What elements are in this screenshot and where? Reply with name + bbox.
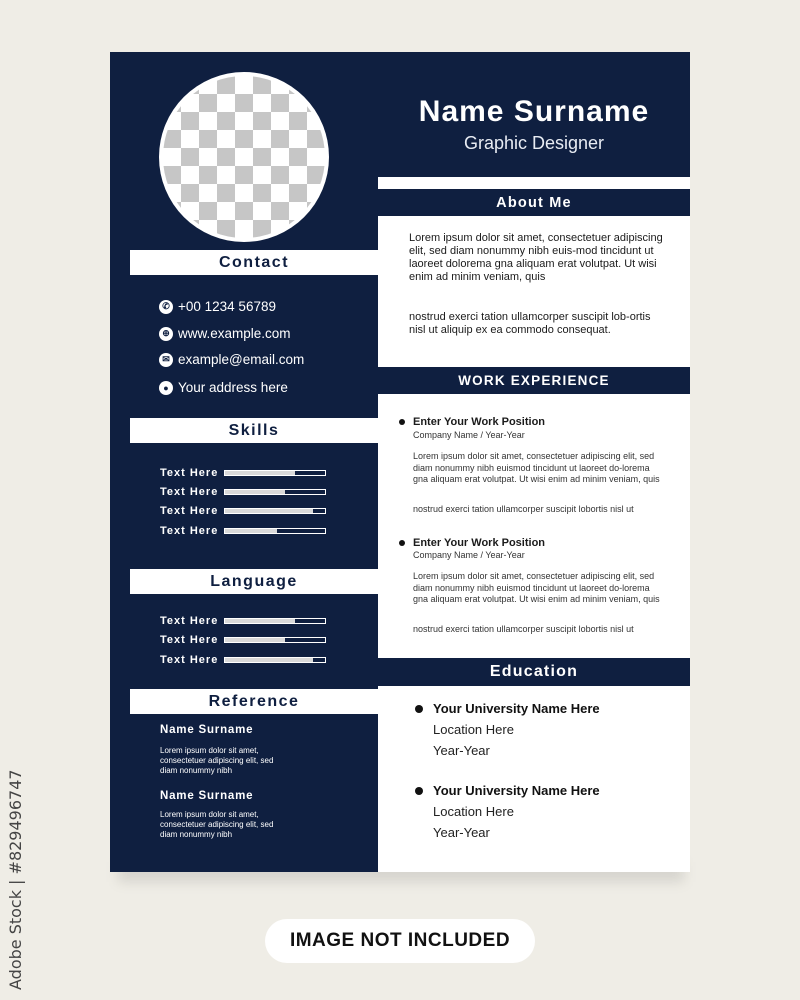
language-label: Text Here [160, 634, 219, 646]
skill-label: Text Here [160, 467, 219, 479]
candidate-name: Name Surname [418, 95, 650, 128]
reference-text: Lorem ipsum dolor sit amet, consectetuer adipiscing elit, sed diam nonummy nibh [160, 746, 274, 775]
skill-meter [224, 489, 326, 495]
contact-phone [159, 299, 276, 314]
about-paragraph-1: Lorem ipsum dolor sit amet, consectetuer adipiscing elit, sed diam nonummy nibh euis-mod tincidunt ut laoreet dolorema gna aliquam erat volutpat. Ut wisi enim ad minim veniam, quis [409, 232, 663, 283]
job-description: Lorem ipsum dolor sit amet, consectetuer adipiscing elit, sed diam nonummy nibh euismod tincidunt ut laoreet do-lorema gna aliquam erat volutpat. Ut wisi enim ad minim veniam, quis [413, 451, 660, 484]
bullet-icon [415, 787, 423, 795]
skill-row [160, 486, 330, 498]
skill-label: Text Here [160, 525, 219, 537]
contact-phone-text: +00 1234 56789 [178, 299, 276, 314]
job-description-2: nostrud exerci tation ullamcorper suscipit lobortis nisl ut [413, 504, 634, 514]
job-position: Enter Your Work Position [413, 537, 546, 549]
edu-school: Your University Name Here [433, 701, 600, 716]
skill-fill [225, 471, 295, 475]
contact-heading: Contact [218, 254, 290, 271]
education-heading: Education [489, 663, 579, 680]
bullet-icon [415, 705, 423, 713]
photo-placeholder [163, 76, 325, 238]
skills-heading: Skills [228, 422, 280, 439]
language-fill [225, 638, 285, 642]
language-fill [225, 658, 313, 662]
skill-meter [224, 508, 326, 514]
job-description: Lorem ipsum dolor sit amet, consectetuer adipiscing elit, sed diam nonummy nibh euismod tincidunt ut laoreet do-lorema gna aliquam erat volutpat. Ut wisi enim ad minim veniam, quis [413, 571, 660, 604]
reference-text: Lorem ipsum dolor sit amet, consectetuer adipiscing elit, sed diam nonummy nibh [160, 810, 274, 839]
bullet-icon [399, 419, 405, 425]
reference-name: Name Surname [160, 790, 254, 802]
contact-address-text: Your address here [178, 380, 288, 395]
language-heading: Language [210, 573, 298, 590]
reference-heading: Reference [208, 693, 300, 710]
language-row [160, 634, 330, 646]
language-meter [224, 637, 326, 643]
skill-row [160, 505, 330, 517]
language-row [160, 654, 330, 666]
contact-website [159, 326, 291, 341]
skill-label: Text Here [160, 505, 219, 517]
bullet-icon [399, 540, 405, 546]
skill-fill [225, 529, 277, 533]
contact-email-text: example@email.com [178, 352, 305, 367]
about-paragraph-2: nostrud exerci tation ullamcorper suscipit lob-ortis nisl ut aliquip ex ea commodo consequat. [409, 311, 651, 336]
contact-email [159, 352, 304, 367]
skill-row [160, 525, 330, 537]
language-meter [224, 657, 326, 663]
skill-meter [224, 470, 326, 476]
skill-fill [225, 490, 285, 494]
contact-website-text: www.example.com [178, 326, 291, 341]
skill-label: Text Here [160, 486, 219, 498]
language-label: Text Here [160, 654, 219, 666]
edu-school: Your University Name Here [433, 783, 600, 798]
edu-years: Year-Year [433, 825, 490, 840]
contact-address [159, 380, 288, 395]
language-label: Text Here [160, 615, 219, 627]
candidate-role: Graphic Designer [463, 133, 605, 153]
edu-location: Location Here [433, 804, 514, 819]
job-description-2: nostrud exerci tation ullamcorper suscipit lobortis nisl ut [413, 624, 634, 634]
reference-name: Name Surname [160, 724, 254, 736]
job-meta: Company Name / Year-Year [413, 550, 525, 560]
location-pin-icon: ● [159, 381, 173, 395]
mail-icon: ✉ [159, 353, 173, 367]
image-not-included-badge: IMAGE NOT INCLUDED [265, 919, 535, 963]
language-meter [224, 618, 326, 624]
skill-fill [225, 509, 313, 513]
stock-id-label: Adobe Stock | #829496747 [6, 769, 25, 990]
work-heading: WORK EXPERIENCE [458, 373, 610, 388]
about-heading: About Me [496, 195, 572, 211]
job-meta: Company Name / Year-Year [413, 430, 525, 440]
globe-icon: ⊕ [159, 327, 173, 341]
edu-location: Location Here [433, 722, 514, 737]
language-fill [225, 619, 295, 623]
skill-meter [224, 528, 326, 534]
phone-icon: ✆ [159, 300, 173, 314]
language-row [160, 615, 330, 627]
edu-years: Year-Year [433, 743, 490, 758]
job-position: Enter Your Work Position [413, 416, 546, 428]
skill-row [160, 467, 330, 479]
